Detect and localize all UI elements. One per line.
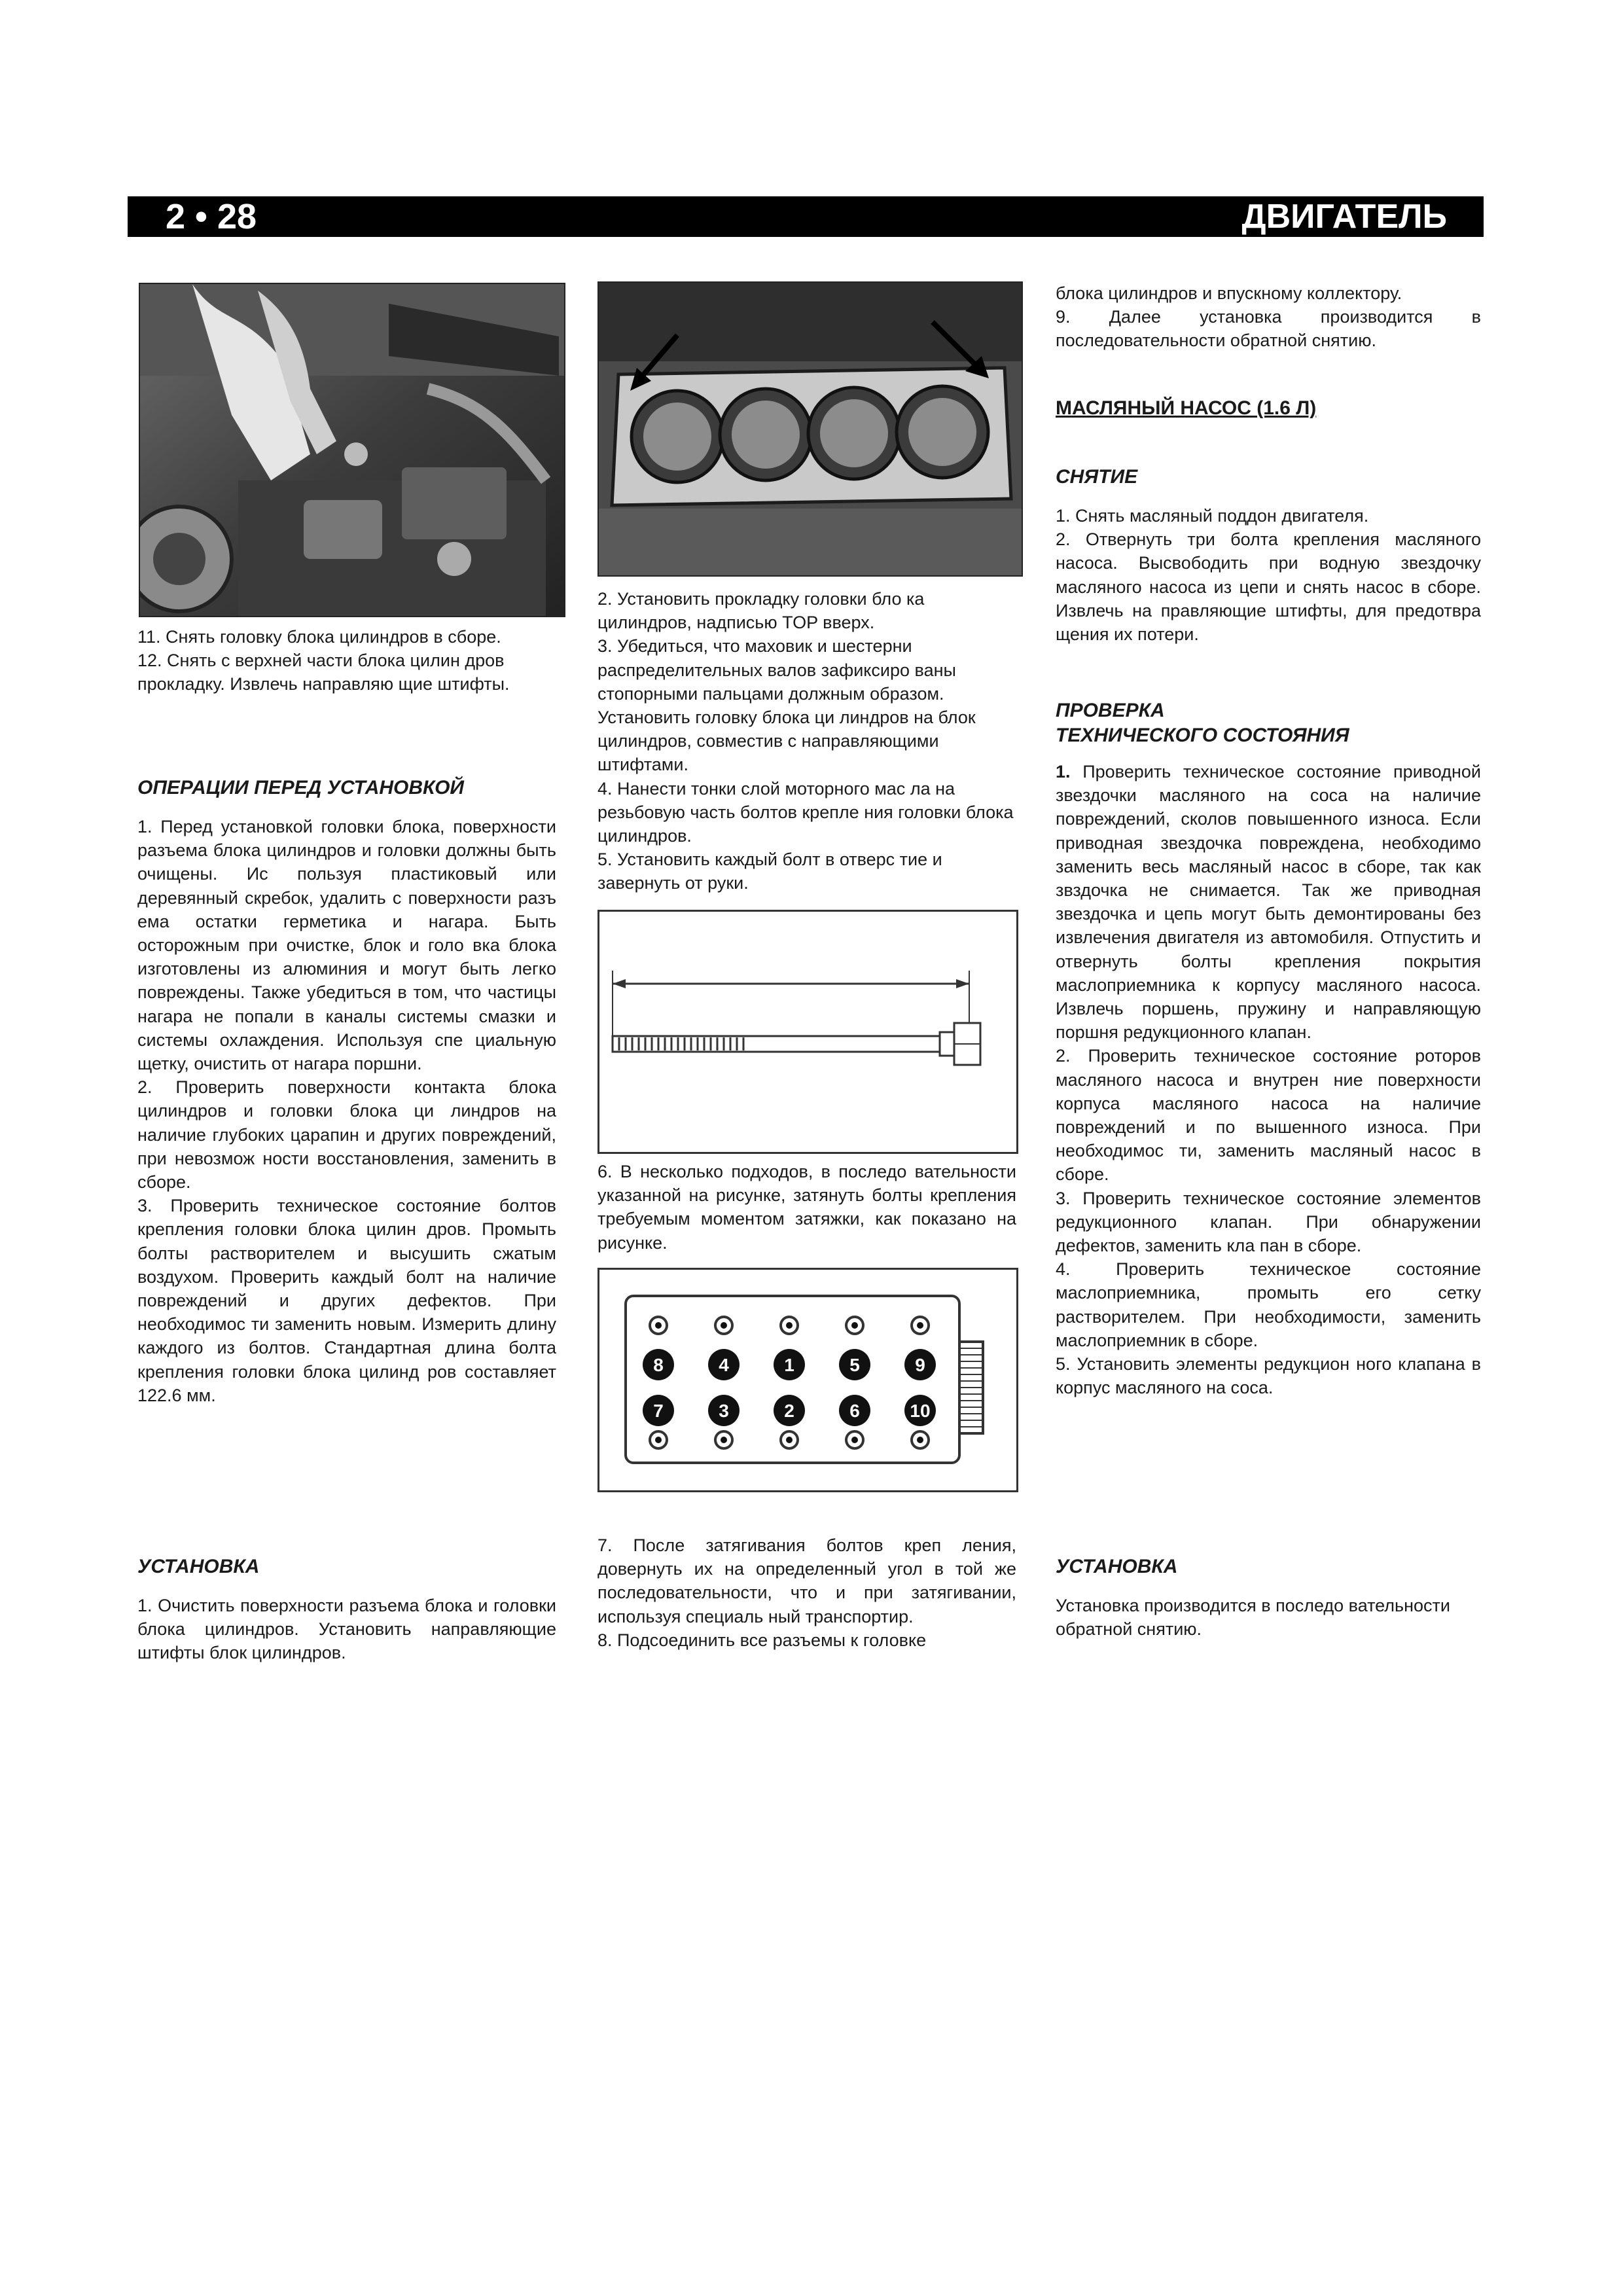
step-item: 2. Установить прокладку головки бло ка цилиндров, надписью TOP вверх. [597,589,925,633]
column-3-top [1056,281,1481,353]
bolt-length-diagram [597,910,1018,1154]
heading-install: УСТАНОВКА [137,1556,260,1577]
column-1-prep [137,776,556,1407]
heading-check: ПРОВЕРКА [1056,700,1165,721]
bolt-label: 10 [910,1401,931,1421]
step-item: 2. Отвернуть три болта крепления масляного насоса. Высвободить при водную звездочку масляного насоса из цепи и снять насос в сборе. Извлечь на правляющие штифты, для предотвра щения их потери. [1056,529,1481,645]
column-2-steps-b [597,1534,1016,1652]
step-item: 4. Нанести тонки слой моторного мас ла на резьбовую часть болтов крепле ния головки блока цилиндров. [597,778,1014,846]
step-item: 3. Проверить техническое состояние болтов крепления головки блока цилин дров. Промыть болты растворителем и высушить сжатым воздухом. Проверить каждый болт на наличие повреждений и других дефектов. При необходимос ти заменить новым. Измерить длину каждого из болтов. Стандартная длина болта крепления головки блока цилинд ров составляет 122.6 мм. [137,1196,556,1405]
step-item: 12. Снять с верхней части блока цилин дров прокладку. Извлечь направляю щие штифты. [137,651,510,694]
step-item: 8. Подсоединить все разъемы к головке [597,1630,927,1650]
bolt-label: 2 [784,1401,794,1421]
heading-oil-pump: МАСЛЯНЫЙ НАСОС (1.6 Л) [1056,397,1317,419]
photo-cylinder-head-removal [139,283,565,617]
column-1-top [137,625,556,696]
bolt-label: 8 [653,1355,664,1375]
heading-install: УСТАНОВКА [1056,1556,1178,1577]
photo-cylinder-block [597,281,1023,577]
step-item: 5. Установить элементы редукцион ного клапана в корпус масляного на соса. [1056,1354,1481,1398]
bolt-label: 1 [784,1355,794,1375]
step-item: блока цилиндров и впускному коллектору. [1056,283,1402,303]
step-item: 3. Проверить техническое состояние элементов редукционного клапан. При обнаружении дефектов, заменить кла пан в сборе. [1056,1188,1481,1256]
step-item: 2. Проверить техническое состояние роторов масляного насоса и внутрен ние поверхности корпуса масляного насоса на наличие повреждений и по вышенного износа. При необходимос ти, заменить масляный насос в сборе. [1056,1046,1481,1185]
step-item: 2. Проверить поверхности контакта блока цилиндров и головки блока ци линдров на наличие глубоких царапин и других повреждений, при невозмож ности восстановления, заменить в сборе. [137,1077,556,1193]
step-item: Установка производится в последо вательности обратной снятию. [1056,1596,1450,1640]
bolt-label: 5 [849,1355,860,1375]
column-3-check [1056,698,1481,1399]
step-item: 11. Снять головку блока цилиндров в сборе. [137,627,501,647]
bolt-label: 9 [915,1355,925,1375]
heading-removal: СНЯТИЕ [1056,466,1138,488]
step-text: Проверить техническое состояние приводной звездочки масляного на соса на наличие повреждений, сколов повышенного износа. Если приводная звездочка повреждена, необходимо заменить весь масляный насос в сборе, так как звздочка не снимается. Так же приводная звездочка и цепь могут быть демонтированы без извлечения двигателя из автомобиля. Отпустить и отвернуть болты крепления покрытия маслоприемника к корпусу масляного насоса. Извлечь поршень, пружину и направляющую поршня редукционного клапан. [1056,762,1481,1043]
step-item: 1. Перед установкой головки блока, поверхности разъема блока цилиндров и головки должны быть очищены. Ис пользуя пластиковый или деревянный скребок, удалить с поверхности разъ ема остатки герметика и нагара. Быть осторожным при очистке, блок и голо вка блока изготовлены из алюминия и могут быть легко повреждены. Также убедиться в том, что частицы нагара не попали в каналы системы смазки и системы охлаждения. Используя спе циальную щетку, очистить от нагара поршни. [137,817,556,1074]
step-item: 3. Убедиться, что маховик и шестерни распределительных валов зафиксиро ваны стопорными пальцами должным образом. Установить головку блока ци линдров на блок цилиндров, совместив с направляющими штифтами. [597,636,976,775]
bolt-label: 7 [653,1401,664,1421]
step-item: 5. Установить каждый болт в отверс тие и завернуть от руки. [597,850,942,893]
column-2-step-6 [597,1160,1016,1255]
bolt-label: 3 [719,1401,729,1421]
bolt-tightening-sequence-diagram [597,1268,1018,1492]
step-item: 4. Проверить техническое состояние маслоприемника, промыть его сетку растворителем. При необходимости, заменить маслоприемник в сборе. [1056,1259,1481,1350]
section-title: ДВИГАТЕЛЬ [1241,198,1447,236]
heading-prep: ОПЕРАЦИИ ПЕРЕД УСТАНОВКОЙ [137,777,464,798]
step-item: 1. Очистить поверхности разъема блока и головки блока цилиндров. Установить направляющие штифты блок цилиндров. [137,1596,556,1663]
column-2-steps-a [597,587,1016,895]
step-item: 7. После затягивания болтов креп ления, довернуть их на определенный угол в той же последовательности, что и при затягивании, используя специаль ный транспортир. [597,1535,1016,1626]
step-item: 9. Далее установка производится в последовательности обратной снятию. [1056,307,1481,351]
heading-check: ТЕХНИЧЕСКОГО СОСТОЯНИЯ [1056,725,1349,746]
column-3-removal [1056,465,1481,646]
step-item: 6. В несколько подходов, в последо вательности указанной на рисунке, затянуть болты крепления требуемым моментом затяжки, как показано на рисунке. [597,1162,1016,1253]
column-1-install [137,1554,556,1665]
column-3-pump [1056,396,1481,421]
step-item [1056,760,1481,1044]
step-item: 1. Снять масляный поддон двигателя. [1056,506,1369,526]
bolt-label: 4 [719,1355,729,1375]
page-number: 2 • 28 [166,197,257,236]
page-header-bar [128,196,1484,237]
bolt-label: 6 [849,1401,860,1421]
step-number: 1. [1056,762,1071,781]
column-3-install [1056,1554,1481,1641]
